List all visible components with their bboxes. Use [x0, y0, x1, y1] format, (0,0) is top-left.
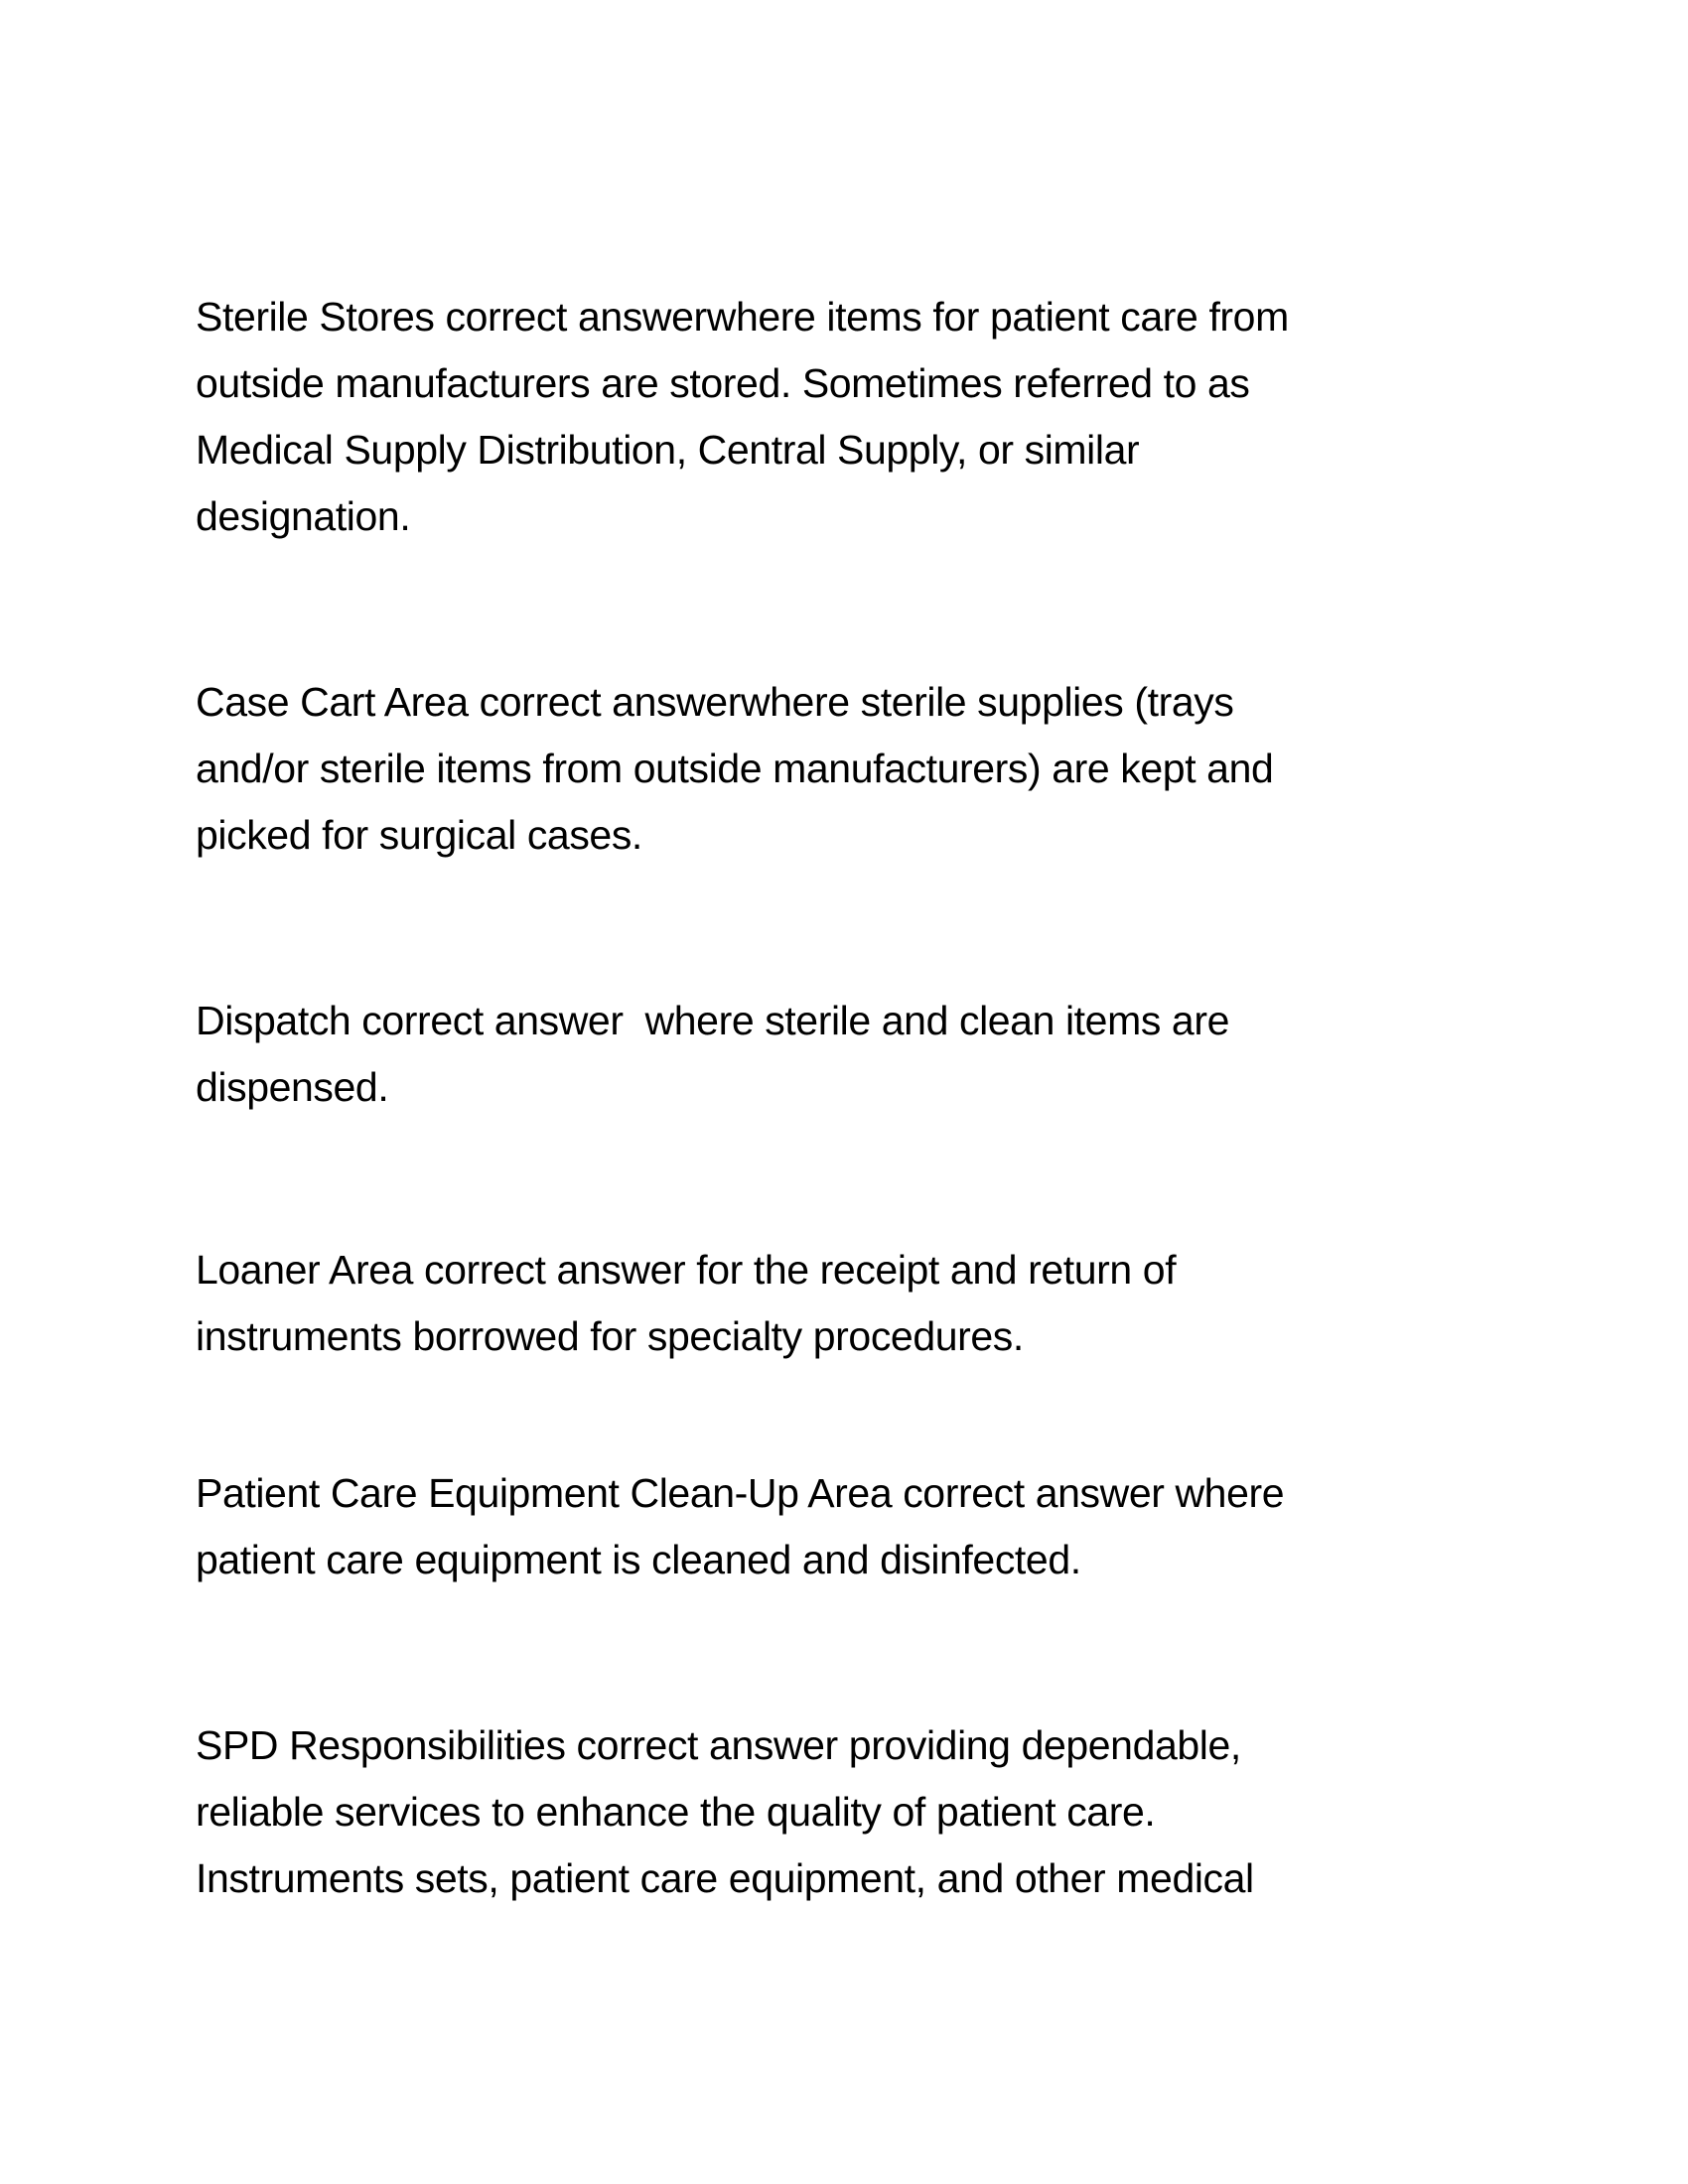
text-line: reliable services to enhance the quality of patient care.: [196, 1789, 1156, 1835]
text-line: instruments borrowed for specialty procedures.: [196, 1313, 1024, 1359]
text-line: Sterile Stores correct answerwhere items for patient care from: [196, 294, 1289, 340]
text-line: Loaner Area correct answer for the receipt and return of: [196, 1247, 1177, 1293]
text-line: SPD Responsibilities correct answer providing dependable,: [196, 1722, 1241, 1768]
text-line: picked for surgical cases.: [196, 812, 642, 858]
text-line: Instruments sets, patient care equipment, and other medical: [196, 1855, 1254, 1901]
text-line: outside manufacturers are stored. Sometimes referred to as: [196, 360, 1250, 406]
text-line: Patient Care Equipment Clean-Up Area correct answer where: [196, 1470, 1285, 1516]
text-line: Dispatch correct answer where sterile and clean items are: [196, 998, 1229, 1043]
text-line: Case Cart Area correct answerwhere sterile supplies (trays: [196, 679, 1234, 725]
text-line: and/or sterile items from outside manufacturers) are kept and: [196, 746, 1274, 791]
text-line: patient care equipment is cleaned and disinfected.: [196, 1537, 1081, 1582]
text-line: dispensed.: [196, 1064, 389, 1110]
text-line: designation.: [196, 493, 411, 539]
text-line: Medical Supply Distribution, Central Supply, or similar: [196, 427, 1140, 473]
